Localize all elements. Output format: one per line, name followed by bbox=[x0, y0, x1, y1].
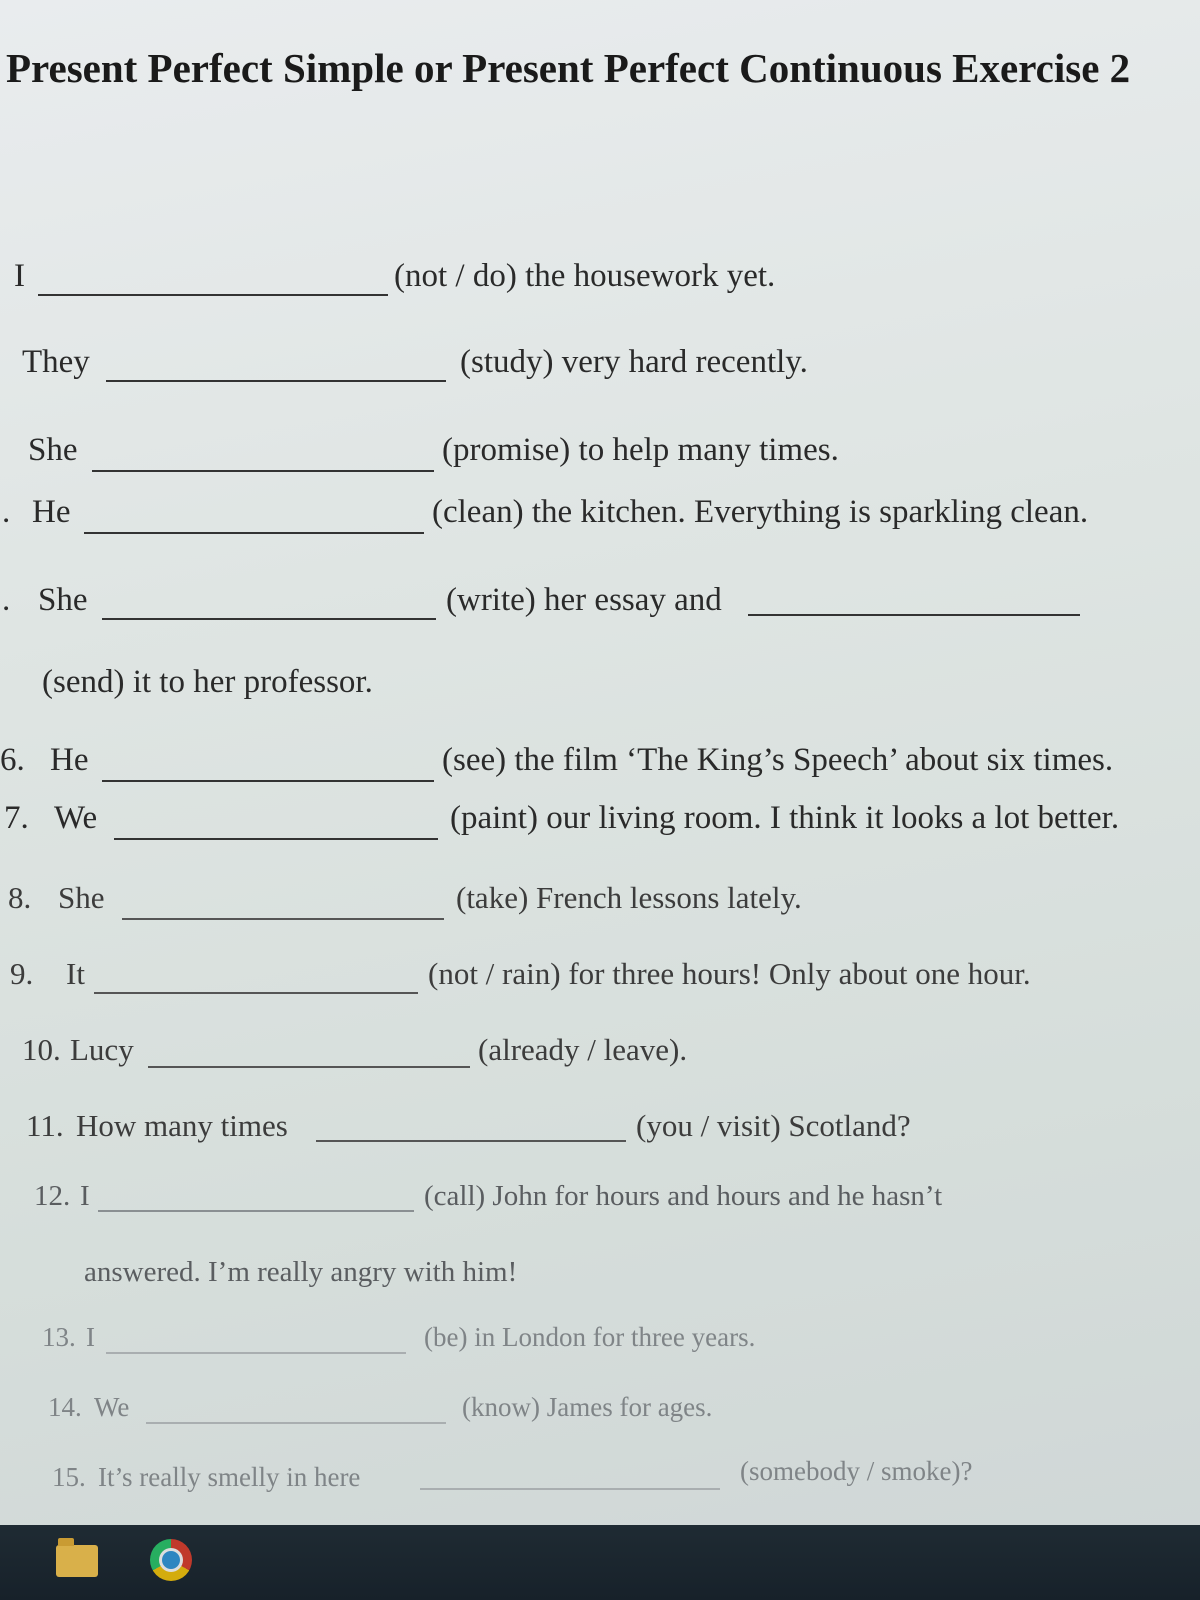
exercise-item-4 bbox=[0, 494, 1200, 538]
exercise-item-2 bbox=[0, 344, 1200, 388]
item-number: 8. bbox=[8, 880, 32, 915]
exercise-item-10 bbox=[0, 1032, 1200, 1076]
folder-icon[interactable] bbox=[56, 1545, 98, 1577]
item-number: 13. bbox=[42, 1322, 76, 1352]
item-prompt: (not / rain) for three hours! Only about one hour. bbox=[428, 956, 1031, 991]
item-subject: It’s really smelly in here bbox=[98, 1462, 361, 1492]
exercise-item-1 bbox=[0, 258, 1200, 302]
exercise-item-14 bbox=[0, 1392, 1200, 1436]
answer-blank[interactable] bbox=[98, 1210, 414, 1212]
item-number: 10. bbox=[22, 1032, 61, 1067]
answer-blank[interactable] bbox=[106, 1352, 406, 1354]
answer-blank[interactable] bbox=[106, 380, 446, 382]
item-prompt: (paint) our living room. I think it looks a lot better. bbox=[450, 800, 1120, 836]
answer-blank[interactable] bbox=[146, 1422, 446, 1424]
item-number: 7. bbox=[4, 800, 29, 836]
item-prompt-continuation: (send) it to her professor. bbox=[42, 664, 373, 700]
item-prompt: (promise) to help many times. bbox=[442, 432, 839, 468]
item-prompt-continuation: answered. I’m really angry with him! bbox=[84, 1256, 518, 1288]
item-prompt: (not / do) the housework yet. bbox=[394, 258, 776, 294]
answer-blank[interactable] bbox=[84, 532, 424, 534]
answer-blank[interactable] bbox=[38, 294, 388, 296]
exercise-item-13 bbox=[0, 1322, 1200, 1366]
item-prompt: (write) her essay and bbox=[446, 582, 722, 618]
answer-blank[interactable] bbox=[92, 470, 434, 472]
item-subject: I bbox=[86, 1322, 95, 1352]
exercise-item-6 bbox=[0, 742, 1200, 786]
chrome-icon[interactable] bbox=[150, 1539, 192, 1581]
item-prompt: (clean) the kitchen. Everything is sparkling clean. bbox=[432, 494, 1089, 530]
exercise-item-11 bbox=[0, 1108, 1200, 1152]
item-prompt: (already / leave). bbox=[478, 1032, 688, 1067]
item-subject: She bbox=[58, 880, 105, 915]
item-prompt: (take) French lessons lately. bbox=[456, 880, 802, 915]
item-subject: Lucy bbox=[70, 1032, 134, 1067]
exercise-item-15 bbox=[0, 1456, 1200, 1506]
item-subject: She bbox=[28, 432, 78, 468]
item-subject: We bbox=[54, 800, 98, 836]
item-number: 14. bbox=[48, 1392, 82, 1422]
answer-blank[interactable] bbox=[102, 618, 436, 620]
item-prompt: (know) James for ages. bbox=[462, 1392, 713, 1422]
item-number: . bbox=[2, 494, 11, 530]
item-subject: How many times bbox=[76, 1108, 288, 1143]
exercise-item-3 bbox=[0, 432, 1200, 476]
answer-blank[interactable] bbox=[748, 614, 1080, 616]
exercise-item-7 bbox=[0, 800, 1200, 844]
item-subject: He bbox=[32, 494, 71, 530]
item-subject: She bbox=[38, 582, 88, 618]
answer-blank[interactable] bbox=[420, 1488, 720, 1490]
item-number: 9. bbox=[10, 956, 34, 991]
answer-blank[interactable] bbox=[122, 918, 444, 920]
answer-blank[interactable] bbox=[316, 1140, 626, 1142]
item-prompt: (somebody / smoke)? bbox=[740, 1456, 973, 1486]
item-prompt: (study) very hard recently. bbox=[460, 344, 808, 380]
item-subject: They bbox=[22, 344, 90, 380]
item-number: 15. bbox=[52, 1462, 86, 1492]
answer-blank[interactable] bbox=[114, 838, 438, 840]
answer-blank[interactable] bbox=[102, 780, 434, 782]
item-prompt: (you / visit) Scotland? bbox=[636, 1108, 911, 1143]
exercise-item-5-continuation bbox=[0, 664, 1200, 708]
item-prompt: (see) the film ‘The King’s Speech’ about six times. bbox=[442, 742, 1114, 778]
item-subject: I bbox=[14, 258, 25, 294]
exercise-item-8 bbox=[0, 880, 1200, 924]
item-number: . bbox=[2, 582, 11, 618]
item-prompt: (be) in London for three years. bbox=[424, 1322, 756, 1352]
exercise-item-12 bbox=[0, 1180, 1200, 1224]
page-title: Present Perfect Simple or Present Perfect Continuous Exercise 2 bbox=[6, 45, 1131, 91]
taskbar bbox=[0, 1525, 1200, 1600]
exercise-item-12-continuation bbox=[0, 1256, 1200, 1300]
item-subject: I bbox=[80, 1180, 90, 1212]
item-subject: We bbox=[94, 1392, 130, 1422]
item-subject: It bbox=[66, 956, 85, 991]
exercise-item-5 bbox=[0, 582, 1200, 626]
item-prompt: (call) John for hours and hours and he hasn’t bbox=[424, 1180, 943, 1212]
item-number: 11. bbox=[26, 1108, 64, 1143]
item-number: 6. bbox=[0, 742, 25, 778]
exercise-item-9 bbox=[0, 956, 1200, 1000]
answer-blank[interactable] bbox=[94, 992, 418, 994]
answer-blank[interactable] bbox=[148, 1066, 470, 1068]
item-subject: He bbox=[50, 742, 89, 778]
item-number: 12. bbox=[34, 1180, 71, 1212]
